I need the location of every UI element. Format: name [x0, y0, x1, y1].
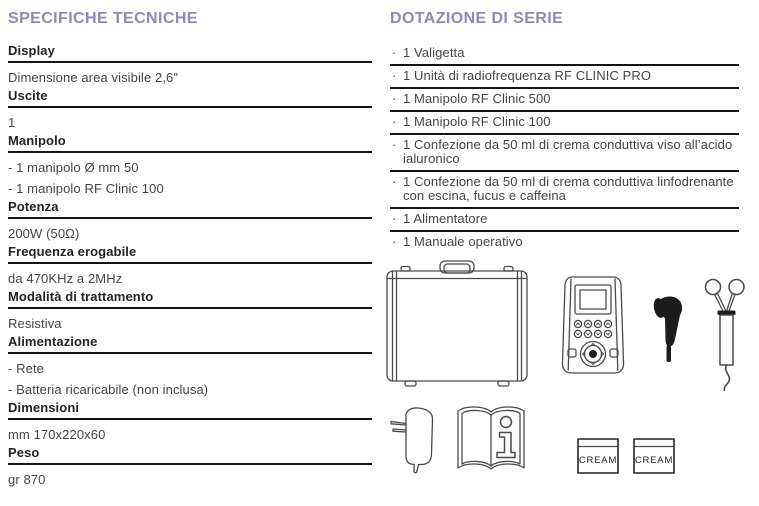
bullet-dot: · [392, 114, 397, 129]
spec-value: - Batteria ricaricabile (non inclusa) [8, 382, 209, 397]
spec-value: gr 870 [8, 472, 46, 487]
bullet-dot: · [392, 211, 397, 226]
spec-value: 1 [8, 115, 16, 130]
spec-section [8, 133, 372, 195]
spec-value: - Rete [8, 361, 45, 376]
technical-specs-column [8, 8, 372, 491]
spec-section [8, 334, 372, 396]
power-adapter-illustration [389, 405, 443, 475]
spec-value: da 470KHz a 2MHz [8, 271, 123, 286]
standard-equipment-title: DOTAZIONE DI SERIE [390, 10, 564, 27]
spec-value: - 1 manipolo Ø mm 50 [8, 160, 139, 175]
equipment-item [390, 232, 739, 253]
cream-jar-illustration [633, 438, 675, 474]
bullet-dot: · [392, 137, 397, 152]
cream-jar-illustration [577, 438, 619, 474]
spec-section [8, 445, 372, 486]
spec-label: Display [8, 43, 372, 63]
spec-value: Resistiva [8, 316, 62, 331]
bullet-dot: · [392, 45, 397, 60]
bullet-dot: · [392, 68, 397, 83]
equipment-item-text: 1 Manipolo RF Clinic 500 [403, 91, 551, 106]
equipment-item [390, 209, 739, 232]
equipment-item-text: 1 Manuale operativo [403, 234, 523, 249]
equipment-item-text: 1 Unità di radiofrequenza RF CLINIC PRO [403, 68, 652, 83]
spec-value: - 1 manipolo RF Clinic 100 [8, 181, 164, 196]
equipment-item [390, 66, 739, 89]
spec-label: Peso [8, 445, 372, 465]
equipment-item-text: 1 Alimentatore [403, 211, 488, 226]
spec-label: Potenza [8, 199, 372, 219]
handpiece-rf-clinic-500-illustration [653, 294, 687, 364]
equipment-illustrations [390, 255, 739, 491]
equipment-item [390, 135, 739, 172]
cream-jar-label: CREAM [578, 455, 618, 466]
bullet-dot: · [392, 174, 397, 189]
spec-section [8, 88, 372, 129]
spec-label: Frequenza erogabile [8, 244, 372, 264]
spec-section [8, 244, 372, 285]
rf-unit-illustration [560, 275, 626, 375]
equipment-list [390, 43, 739, 253]
cream-jar-label: CREAM [634, 455, 674, 466]
spec-value: mm 170x220x60 [8, 427, 106, 442]
spec-section [8, 199, 372, 240]
spec-value: 200W (50Ω) [8, 226, 80, 241]
carrying-case-illustration [386, 259, 528, 389]
spec-label: Modalità di trattamento [8, 289, 372, 309]
equipment-item-text: 1 Confezione da 50 ml di crema conduttiva linfodrenante con escina, fucus e caffeina [403, 174, 734, 203]
specs-list [8, 43, 372, 486]
technical-specs-title: SPECIFICHE TECNICHE [8, 10, 198, 27]
bullet-dot: · [392, 234, 397, 249]
equipment-item-text: 1 Valigetta [403, 45, 465, 60]
spec-section [8, 400, 372, 441]
spec-section [8, 289, 372, 330]
equipment-item [390, 112, 739, 135]
spec-label: Dimensioni [8, 400, 372, 420]
spec-label: Alimentazione [8, 334, 372, 354]
standard-equipment-column [390, 8, 739, 491]
handpiece-rf-clinic-100-illustration [703, 278, 749, 391]
spec-label: Manipolo [8, 133, 372, 153]
spec-label: Uscite [8, 88, 372, 108]
equipment-item-text: 1 Confezione da 50 ml di crema conduttiva viso all’acido ialuronico [403, 137, 733, 166]
spec-value: Dimensione area visibile 2,6" [8, 70, 179, 85]
bullet-dot: · [392, 91, 397, 106]
equipment-item [390, 43, 739, 66]
equipment-item-text: 1 Manipolo RF Clinic 100 [403, 114, 551, 129]
operating-manual-illustration [455, 403, 527, 478]
equipment-item [390, 172, 739, 209]
spec-section [8, 43, 372, 84]
equipment-item [390, 89, 739, 112]
